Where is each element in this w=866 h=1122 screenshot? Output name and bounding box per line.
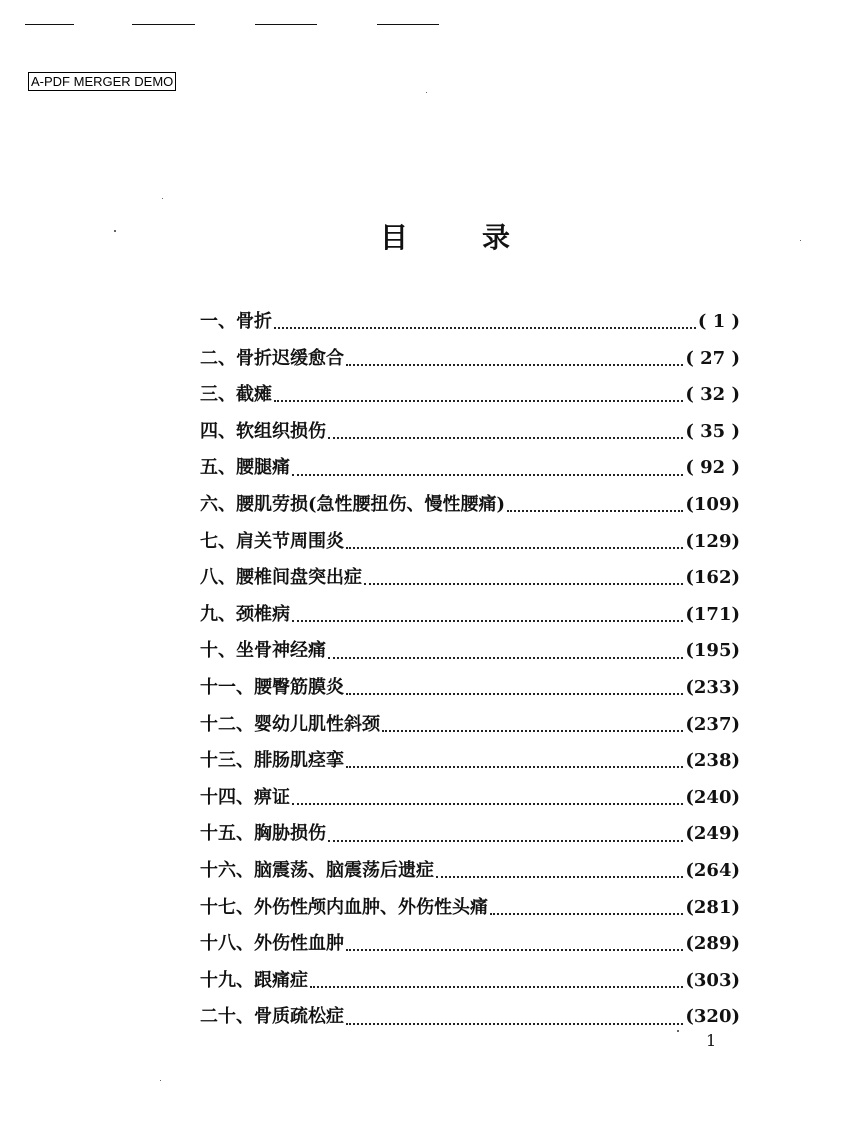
toc-entry-page: (264)	[685, 859, 740, 881]
toc-entry-label: 十五、胸胁损伤	[200, 823, 326, 845]
dot-leader	[292, 620, 683, 622]
dot-leader	[328, 840, 683, 842]
toc-entry	[200, 524, 740, 561]
toc-entry	[200, 377, 740, 414]
toc-entry-page: (233)	[685, 676, 740, 698]
toc-entry-label: 五、腰腿痛	[200, 457, 290, 479]
page-title-char: 录	[482, 221, 511, 254]
toc-entry-page: (289)	[685, 933, 740, 955]
dot-leader	[346, 766, 683, 768]
dot-leader	[436, 876, 683, 878]
toc-entry	[200, 670, 740, 707]
dot-leader	[364, 583, 683, 585]
dot-leader	[328, 437, 683, 439]
dot-leader	[382, 730, 683, 732]
page-title-char: 目	[380, 221, 409, 254]
scan-speck	[162, 198, 163, 199]
toc-entry	[200, 304, 740, 341]
toc-entry-page: (240)	[685, 786, 740, 808]
toc-entry-page: (162)	[685, 567, 740, 589]
toc-entry-label: 十三、腓肠肌痉挛	[200, 750, 344, 772]
toc-entry	[200, 780, 740, 817]
dot-leader	[274, 400, 683, 402]
header-rule	[25, 24, 74, 25]
toc-entry-page: (238)	[685, 750, 740, 772]
dot-leader	[274, 327, 696, 329]
toc-entry-label: 十六、脑震荡、脑震荡后遗症	[200, 859, 434, 881]
toc-entry-page: (237)	[685, 713, 740, 735]
toc-entry	[200, 743, 740, 780]
toc-entry	[200, 450, 740, 487]
toc-entry	[200, 707, 740, 744]
toc-entry-page: ( 35 )	[685, 420, 740, 442]
toc-entry	[200, 487, 740, 524]
toc-entry	[200, 853, 740, 890]
toc-entry-page: ( 1 )	[697, 311, 740, 332]
toc-entry-label: 三、截瘫	[200, 384, 272, 406]
toc-entry	[200, 890, 740, 927]
toc-entry	[200, 414, 740, 451]
toc-entry-page: ( 27 )	[685, 347, 740, 369]
toc-entry	[200, 999, 740, 1036]
table-of-contents	[200, 304, 740, 1036]
page-number: 1	[706, 1031, 717, 1050]
toc-entry-page: (171)	[685, 603, 740, 625]
dot-leader	[346, 949, 683, 951]
toc-entry	[200, 560, 740, 597]
page-title	[378, 218, 538, 258]
toc-entry-label: 九、颈椎病	[200, 603, 290, 625]
toc-entry-label: 十九、跟痛症	[200, 969, 308, 991]
scan-speck	[160, 1080, 161, 1081]
dot-leader	[328, 657, 683, 659]
toc-entry-page: (195)	[685, 640, 740, 662]
dot-leader	[346, 1023, 683, 1025]
scan-speck	[426, 92, 427, 93]
toc-entry-page: (320)	[685, 1006, 740, 1028]
toc-entry	[200, 597, 740, 634]
scan-speck	[114, 230, 116, 232]
scan-speck	[677, 1030, 679, 1032]
toc-entry-label: 十、坐骨神经痛	[200, 640, 326, 662]
scan-speck	[800, 240, 801, 241]
toc-entry-label: 十七、外伤性颅内血肿、外伤性头痛	[200, 896, 488, 918]
toc-entry-label: 二、骨折迟缓愈合	[200, 347, 344, 369]
toc-entry-page: (281)	[685, 896, 740, 918]
dot-leader	[346, 693, 683, 695]
toc-entry-label: 十八、外伤性血肿	[200, 933, 344, 955]
toc-entry-label: 二十、骨质疏松症	[200, 1006, 344, 1028]
toc-entry-page: ( 92 )	[685, 457, 740, 479]
toc-entry-label: 一、骨折	[200, 311, 272, 332]
toc-entry-label: 六、腰肌劳损(急性腰扭伤、慢性腰痛)	[200, 493, 506, 515]
dot-leader	[346, 364, 683, 366]
toc-entry-page: ( 32 )	[685, 384, 740, 406]
toc-entry-page: (249)	[685, 823, 740, 845]
toc-entry	[200, 341, 740, 378]
toc-entry-label: 四、软组织损伤	[200, 420, 326, 442]
dot-leader	[310, 986, 683, 988]
toc-entry	[200, 633, 740, 670]
toc-entry-page: (303)	[685, 969, 740, 991]
toc-entry-label: 十一、腰臀筋膜炎	[200, 676, 344, 698]
header-rule	[377, 24, 439, 25]
toc-entry-label: 七、肩关节周围炎	[200, 530, 344, 552]
toc-entry	[200, 963, 740, 1000]
watermark-label: A-PDF MERGER DEMO	[28, 72, 176, 91]
dot-leader	[346, 547, 683, 549]
toc-entry-page: (109)	[685, 493, 740, 515]
toc-entry	[200, 926, 740, 963]
toc-entry	[200, 816, 740, 853]
dot-leader	[292, 803, 683, 805]
dot-leader	[507, 510, 683, 512]
toc-entry-page: (129)	[685, 530, 740, 552]
header-rule	[255, 24, 317, 25]
dot-leader	[292, 474, 683, 476]
toc-entry-label: 十四、痹证	[200, 786, 290, 808]
toc-entry-label: 十二、婴幼儿肌性斜颈	[200, 713, 380, 735]
header-rule	[132, 24, 195, 25]
dot-leader	[490, 913, 683, 915]
toc-entry-label: 八、腰椎间盘突出症	[200, 567, 362, 589]
